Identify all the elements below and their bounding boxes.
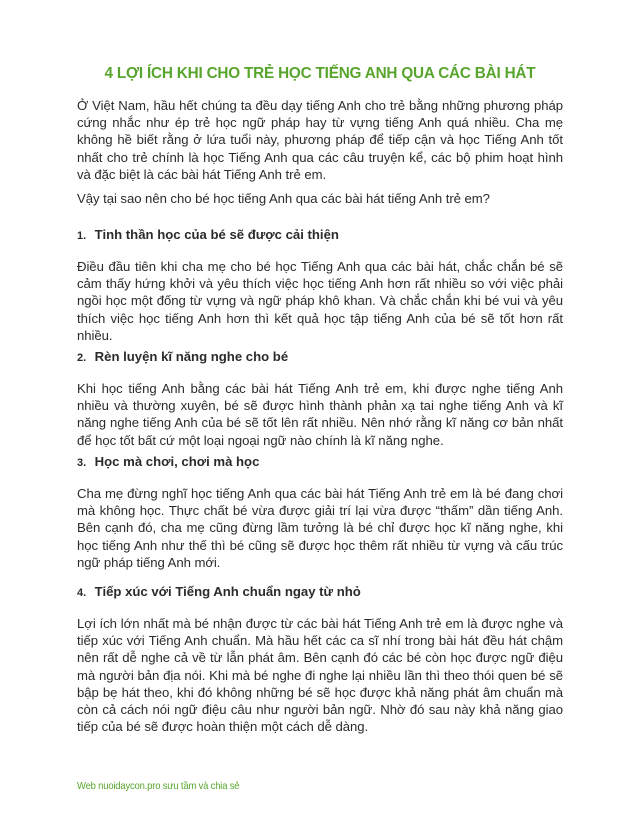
section-heading-2 [77, 348, 563, 367]
question-paragraph: Vậy tại sao nên cho bé học tiếng Anh qua các bài hát tiếng Anh trẻ em? [77, 191, 490, 206]
section-heading-text-2: Rèn luyện kĩ năng nghe cho bé [94, 349, 289, 364]
section-number-3: 3. [77, 457, 87, 469]
document-title: 4 LỢI ÍCH KHI CHO TRẺ HỌC TIẾNG ANH QUA CÁC BÀI HÁT [104, 65, 536, 82]
intro-paragraph: Ở Việt Nam, hầu hết chúng ta đều dạy tiếng Anh cho trẻ bằng những phương pháp cứng nhắc như ép trẻ học ngữ pháp hay từ vựng tiếng Anh quá nhiều. Cha mẹ không hề biết rằng ở lứa tuổi này, phương pháp để tiếp cận và học Tiếng Anh tốt nhất cho trẻ chính là học Tiếng Anh qua các câu truyện kể, các bộ phim hoạt hình và đặc biệt là các bài hát Tiếng Anh trẻ em. [77, 98, 563, 182]
section-heading-1 [77, 226, 563, 245]
section-body-2: Khi học tiếng Anh bằng các bài hát Tiếng Anh trẻ em, khi được nghe tiếng Anh nhiều và thường xuyên, bé sẽ được hình thành phản xạ tai nghe tiếng Anh và kĩ năng nghe tiếng Anh của bé sẽ tốt lên rất nhiều. Nên nhớ rằng kĩ năng cơ bản nhất để học tốt bất cứ một loại ngoại ngữ nào chính là kĩ năng nghe. [77, 381, 563, 448]
section-heading-4 [77, 583, 563, 602]
footer-credit: Web nuoidaycon.pro sưu tầm và chia sẻ [77, 780, 240, 792]
section-number-4: 4. [77, 587, 87, 599]
section-body-4: Lợi ích lớn nhất mà bé nhận được từ các bài hát Tiếng Anh trẻ em là được nghe và tiếp xúc với Tiếng Anh chuẩn. Mà hầu hết các ca sĩ nhí trong bài hát đều hát chậm nên rất dễ nghe cả về từ lẫn phát âm. Bên cạnh đó các bé còn học được ngữ điệu mà người bản địa nói. Khi mà bé nghe đi nghe lại nhiều lần thì theo thói quen bé sẽ bập bẹ hát theo, khi đó không những bé sẽ học được khả năng phát âm chuẩn mà còn cả cách nói ngữ điệu câu như người bản ngữ. Nhờ đó sau này khả năng giao tiếp của bé sẽ được hoàn thiện một cách dễ dàng. [77, 616, 563, 735]
section-heading-3 [77, 453, 563, 472]
section-body-3: Cha mẹ đừng nghĩ học tiếng Anh qua các bài hát Tiếng Anh trẻ em là bé đang chơi mà không học. Thực chất bé vừa được giải trí lại vừa được “thấm” dần tiếng Anh. Bên cạnh đó, cha mẹ cũng đừng lầm tưởng là bé chỉ được học kĩ năng nghe, khi học tiếng Anh như thế thì bé cũng sẽ được học thêm rất nhiều từ vựng và cấu trúc ngữ pháp tiếng Anh mới. [77, 486, 563, 570]
section-heading-text-1: Tinh thần học của bé sẽ được cải thiện [94, 227, 339, 242]
section-body-1: Điều đầu tiên khi cha mẹ cho bé học Tiếng Anh qua các bài hát, chắc chắn bé sẽ cảm thấy hứng khởi và yêu thích việc học tiếng Anh hơn rất nhiều so với việc phải ngồi học một đống từ vựng và ngữ pháp khô khan. Và chắc chắn khi bé vui và yêu thích việc học tiếng Anh hơn thì kết quả học tập tiếng Anh của bé sẽ tốt hơn rất nhiều. [77, 259, 563, 343]
section-heading-text-3: Học mà chơi, chơi mà học [94, 454, 260, 469]
section-number-2: 2. [77, 352, 87, 364]
section-number-1: 1. [77, 230, 87, 242]
section-heading-text-4: Tiếp xúc với Tiếng Anh chuẩn ngay từ nhỏ [94, 584, 361, 599]
